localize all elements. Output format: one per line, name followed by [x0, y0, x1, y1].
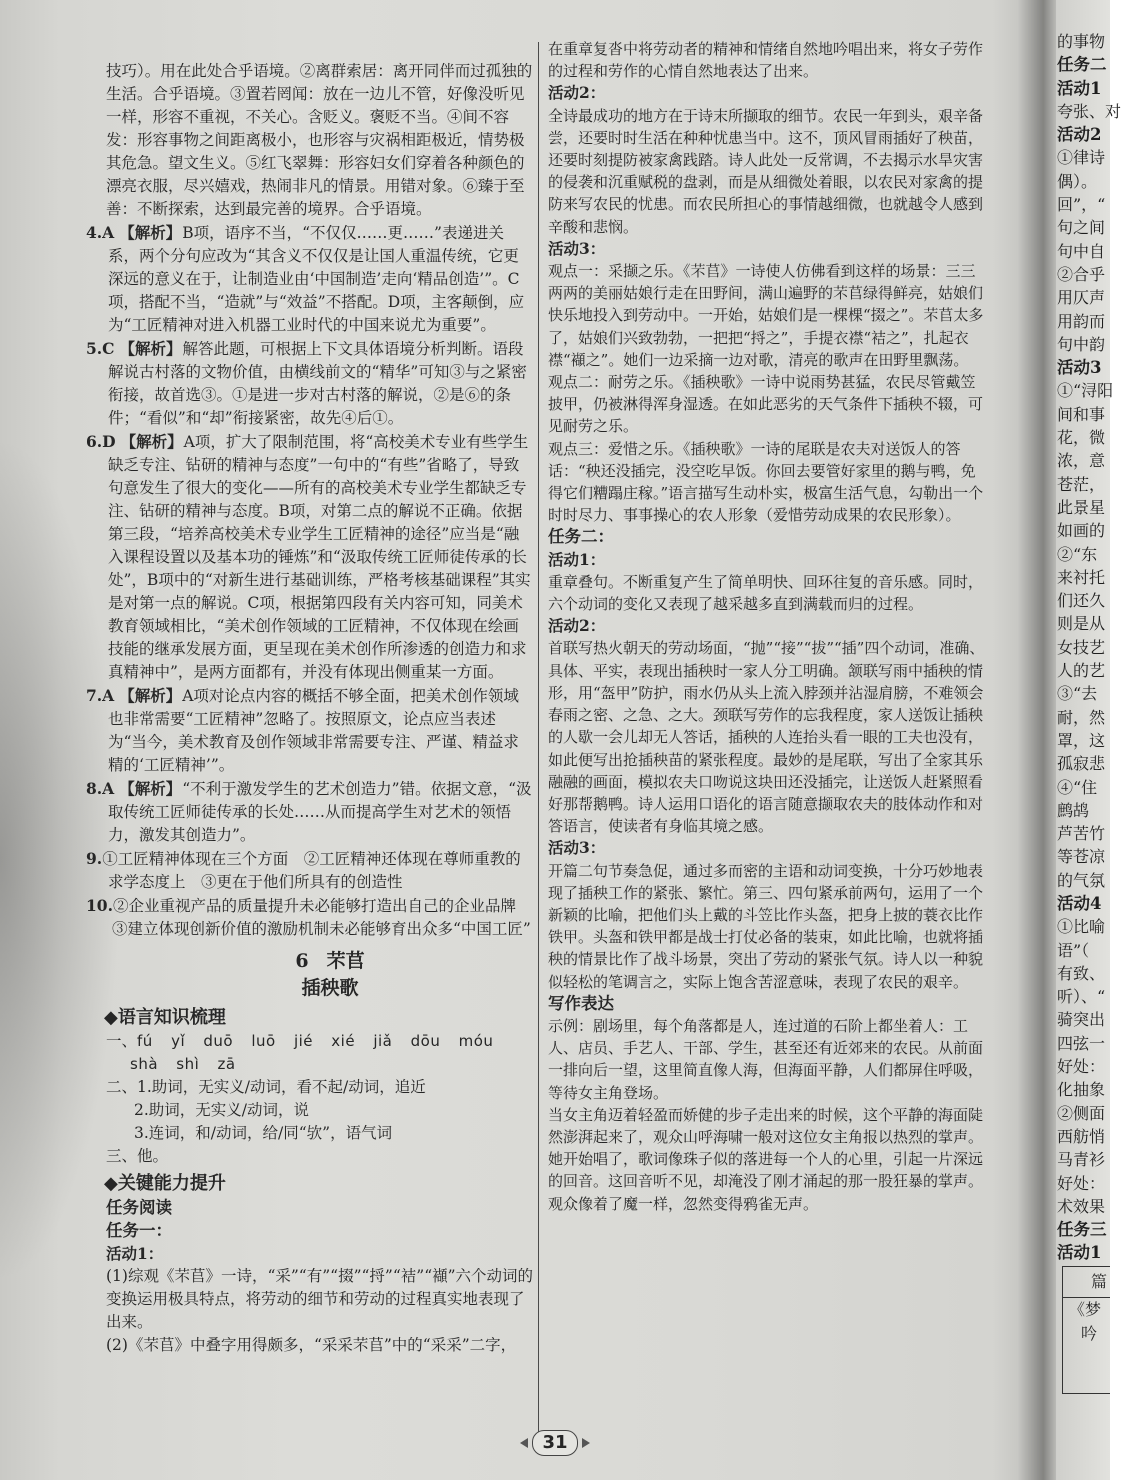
activity-1-answer-2: (2)《芣苢》中叠字用得颇多，“采采芣苢”中的“采采”二字，	[106, 1336, 517, 1354]
edge-fragment: 人的艺	[1057, 661, 1106, 681]
edge-fragment: 罩，这	[1057, 730, 1106, 750]
edge-fragment: ①比喻	[1057, 917, 1106, 937]
edge-fragment: 听）、“	[1057, 987, 1106, 1007]
answer-4	[86, 221, 534, 337]
edge-fragment: 任务三	[1057, 1220, 1107, 1240]
section-header-ability: ◆关键能力提升	[104, 1173, 226, 1194]
edge-fragment: 女技艺	[1057, 637, 1106, 657]
edge-fragment: 用韵而	[1057, 311, 1106, 331]
edge-fragment: ②“东	[1057, 544, 1098, 564]
edge-fragment: 间和事	[1057, 404, 1106, 424]
edge-fragment: 任务二	[1057, 55, 1107, 75]
writing-section-label: 写作表达	[548, 993, 614, 1013]
edge-fragment: 鹧鸪	[1057, 800, 1090, 820]
lesson-title-block	[86, 948, 534, 1002]
activity-2-label: 活动2：	[548, 83, 606, 103]
task-2-activity-3-answer: 开篇二句节奏急促，通过多而密的主语和动词变换，十分巧妙地表现了插秧工作的紧张、繁忙。第三、四句紧承前两句，运用了一个新颖的比喻，把他们头上戴的斗笠比作头盔，把身上披的蓑衣比作铁甲。头盔和铁甲都是战士打仗必备的装束，如此比喻，也就将插秧的情景比作了战斗场景，突出了劳动的紧张气氛。诗人以一种貌似轻松的笔调言之，实际上饱含苦涩意味，表现了农民的艰辛。	[548, 861, 984, 991]
edge-fragment: 语”（	[1057, 940, 1090, 960]
edge-fragment: 的气氛	[1057, 870, 1106, 890]
task-2-activity-1-label: 活动1：	[548, 549, 606, 569]
answer-text: 解答此题，可根据上下文具体语境分析判断。语段解说古村落的文物价值，由横线前文的“精华”可知③与之紧密衔接，故首选③。①是进一步对古村落的解说，②是⑥的条件；“看似”和“却”衔接紧密，故先④后①。	[108, 340, 527, 427]
knowledge-item-3: 三、他。	[106, 1147, 169, 1165]
answer-10	[86, 894, 534, 941]
edge-fragment: 浓，意	[1057, 451, 1106, 471]
answer-number: 8.A	[86, 779, 115, 798]
edge-fragment: 偶）。	[1057, 171, 1098, 191]
edge-fragment: 活动2	[1057, 125, 1102, 145]
book-gutter-shadow	[992, 0, 1056, 1480]
analysis-tag: 【解析】	[119, 686, 182, 705]
edge-fragment: 芦苦竹	[1057, 824, 1106, 844]
page-number-ornament-left	[520, 1438, 528, 1448]
edge-fragment: 回”，“	[1057, 195, 1106, 215]
edge-fragment: 苍茫，	[1057, 474, 1106, 494]
answer-6	[86, 430, 534, 684]
edge-fragment: 好处：	[1057, 1173, 1106, 1193]
answer-text: ②企业重视产品的质量提升未必能够打造出自己的企业品牌 ③建立体现创新价值的激励机制未必能够育出众多“中国工匠”	[112, 897, 532, 938]
answer-text: A项对论点内容的概括不够全面，把美术创作领域也非常需要“工匠精神”忽略了。按照原文，论点应当表述为“当今，美术教育及创作领域非常需要专注、严谨、精益求精的‘工匠精神’”。	[108, 687, 519, 774]
activity-2-answer: 全诗最成功的地方在于诗末所撷取的细节。农民一年到头，艰辛备尝，还要时时生活在种种忧患当中。这不，顶风冒雨插好了秧苗，还要时刻提防被家禽践踏。诗人此处一反常调，不去揭示水旱灾害的侵袭和沉重赋税的盘剥，而是从细微处着眼，以农民对家禽的提防来写农民的忧患。而农民所担心的事情越细微，也就越令人感到辛酸和悲悯。	[548, 106, 984, 236]
lesson-number: 6	[295, 950, 309, 972]
edge-fragment: 句中韵	[1057, 334, 1106, 354]
table-header: 篇	[1063, 1267, 1110, 1298]
page-number: 31	[532, 1430, 577, 1456]
writing-example-1: 示例：剧场里，每个角落都是人，连过道的石阶上都坐着人：工人、店员、手艺人、干部、学生，甚至还有近郊来的农民。从前面一排向后一望，这里简直像人海，但海面平静，人们都屏住呼吸，等待女主角登场。	[548, 1016, 984, 1102]
edge-fragment: 活动4	[1057, 893, 1102, 913]
edge-fragment: 四弦一	[1057, 1033, 1106, 1053]
left-column	[86, 60, 534, 1357]
edge-fragment: ①“浔阳	[1057, 381, 1114, 401]
lesson-title	[126, 948, 534, 975]
task-1-label: 任务一：	[106, 1221, 172, 1240]
edge-fragment: 活动1	[1057, 1243, 1102, 1263]
activity-1-answer-1: (1)综观《芣苢》一诗，“采”“有”“掇”“捋”“袺”“襭”六个动词的变换运用极具特点，将劳动的细节和劳动的过程真实地表现了出来。	[106, 1267, 534, 1331]
item-prefix: 一、	[106, 1032, 138, 1050]
edge-fragment: 用仄声	[1057, 288, 1106, 308]
answer-number: 5.C	[86, 339, 115, 358]
task-2-activity-3-label: 活动3：	[548, 838, 606, 858]
answer-9	[86, 847, 534, 894]
edge-fragment: 如画的	[1057, 521, 1106, 541]
edge-fragment: 们还久	[1057, 591, 1106, 611]
edge-fragment: 来衬托	[1057, 567, 1106, 587]
answer-number: 7.A	[86, 686, 115, 705]
answer-text: ①工匠精神体现在三个方面 ②工匠精神还体现在尊师重教的求学态度上 ③更在于他们所具有的创造性	[102, 850, 521, 891]
viewpoint-1: 观点一：采撷之乐。《芣苢》一诗使人仿佛看到这样的场景：三三两两的美丽姑娘行走在田野间，满山遍野的芣苢绿得鲜亮，姑娘们快乐地投入到劳动中。一开始，姑娘们是一棵棵“掇之”。芣苢太多了，姑娘们兴致勃勃，一把把“捋之”，手提衣襟“袺之”，扎起衣襟“襭之”。她们一边采摘一边对歌，清亮的歌声在田野里飘荡。	[548, 262, 984, 369]
page-number-ornament-right	[582, 1438, 590, 1448]
task-2-activity-1-answer: 重章叠句。不断重复产生了简单明快、回环往复的音乐感。同时，六个动词的变化又表现了越采越多直到满载而归的过程。	[548, 572, 984, 614]
answer-text: A项，扩大了限制范围，将“高校美术专业有些学生缺乏专注、钻研的精神与态度”一句中的“有些”省略了，导致句意发生了很大的变化——所有的高校美术专业学生都缺乏专注、钻研的精神与态度。B项，对第二点的解说不正确。依据第三段，“培养高校美术专业学生工匠精神的途径”应当是“融入课程设置以及基本功的锤炼”和“汲取传统工匠师徒传承的长处”，B项中的“对新生进行基础训练，严格考核基础课程”其实是对第一点的解说。C项，根据第四段有关内容可知，同美术教育领域相比，“美术创作领域的工匠精神，不仅体现在绘画技能的继承发展方面，更呈现在美术创作所渗透的创造力和求真精神中”，是两方面都有，并没有体现出侧重某一方面。	[108, 433, 531, 681]
activity-1-label: 活动1：	[106, 1244, 164, 1263]
viewpoint-3: 观点三：爱惜之乐。《插秧歌》一诗的尾联是农夫对送饭人的答话：“秧还没插完，没空吃早饭。你回去要管好家里的鹅与鸭，免得它们糟蹋庄稼。”语言描写生动朴实，极富生活气息，勾勒出一个时时尽力、事事操心的农人形象（爱惜劳动成果的农民形象）。	[548, 439, 984, 525]
right-column	[548, 38, 988, 1215]
facing-page-column	[1057, 30, 1121, 1265]
edge-fragment: ①律诗	[1057, 148, 1106, 168]
edge-fragment: ④“住	[1057, 777, 1098, 797]
activity-1-answer-2-cont: 在重章复沓中将劳动者的精神和情绪自然地吟唱出来，将女子劳作的过程和劳作的心情自然地表达了出来。	[548, 40, 984, 81]
activity-3-label: 活动3：	[548, 238, 606, 258]
edge-fragment: 骑突出	[1057, 1010, 1106, 1030]
viewpoint-2: 观点二：耐劳之乐。《插秧歌》一诗中说雨势甚猛，农民尽管戴笠披甲，仍被淋得浑身湿透。在如此恶劣的天气条件下插秧不辍，可见耐劳之乐。	[548, 373, 984, 436]
page-number-block	[500, 1428, 610, 1458]
intro-paragraph: 技巧）。用在此处合乎语境。②离群索居：离开同伴而过孤独的生活。合乎语境。③置若罔闻：放在一边儿不管，好像没听见一样，形容不重视，不关心。含贬义。褒贬不当。④间不容发：形容事物之间距离极小，也形容与灾祸相距极近，情势极其危急。望文生义。⑤红飞翠舞：形容妇女们穿着各种颜色的漂亮衣服，尽兴嬉戏，热闹非凡的情景。用错对象。⑥臻于至善：不断探索，达到最完善的境界。合乎语境。	[106, 62, 533, 218]
task-2-label: 任务二：	[548, 527, 614, 547]
answer-text: “不利于激发学生的艺术创造力”错。依据文意，“汲取传统工匠师徒传承的长处……从而提高学生对艺术的领悟力，激发其创造力”。	[108, 780, 532, 844]
answer-number: 10.	[86, 896, 113, 915]
answer-number: 6.D	[86, 432, 116, 451]
edge-fragment: 的事物	[1057, 32, 1106, 51]
edge-fragment: 句之间	[1057, 218, 1106, 238]
edge-fragment: 孤寂悲	[1057, 754, 1106, 774]
table-row: 《梦	[1069, 1300, 1102, 1319]
answer-text: B项，语序不当，“不仅仅……更……”表递进关系，两个分句应改为“其含义不仅仅是让国人重温传统，它更深远的意义在于，让制造业由‘中国制造’走向‘精品创造’”。C项，搭配不当，“造就”与“效益”不搭配。D项，主客颠倒，应为“工匠精神对进入机器工业时代的中国来说尤为重要”。	[108, 224, 525, 334]
answer-7	[86, 684, 534, 777]
edge-fragment: 耐，然	[1057, 707, 1106, 727]
edge-fragment: 化抽象	[1057, 1080, 1106, 1100]
edge-fragment: 活动1	[1057, 78, 1102, 98]
task-2-activity-2-label: 活动2：	[548, 616, 606, 636]
facing-page-table	[1062, 1266, 1110, 1394]
edge-fragment: 好处：	[1057, 1057, 1106, 1077]
edge-fragment: 等苍凉	[1057, 847, 1106, 867]
pinyin-answers: fú yǐ duō luō jié xié jiǎ dōu móu shà shì zā	[130, 1032, 494, 1073]
edge-fragment: 此景星	[1057, 497, 1106, 517]
lesson-title-2: 插秧歌	[301, 977, 359, 999]
edge-fragment: ②侧面	[1057, 1103, 1106, 1123]
lesson-title-1: 芣苢	[326, 950, 365, 972]
answer-number: 4.A	[86, 223, 115, 242]
edge-fragment: ②合乎	[1057, 264, 1106, 284]
analysis-tag: 【解析】	[119, 223, 182, 242]
writing-example-3: 她开始唱了，歌词像珠子似的落进每一个人的心里，引起一片深远的回音。这回音听不见，却淹没了刚才涌起的那一股狂暴的掌声。观众像着了魔一样，忽然变得鸦雀无声。	[548, 1150, 984, 1213]
writing-example-2: 当女主角迈着轻盈而娇健的步子走出来的时候，这个平静的海面陡然澎湃起来了，观众山呼海啸一般对这位女主角报以热烈的掌声。	[548, 1105, 984, 1146]
task-2-activity-2-answer: 首联写热火朝天的劳动场面，“抛”“接”“拔”“插”四个动词，准确、具体、平实，表现出插秧时一家人分工明确。颔联写雨中插秧的情形，用“盔甲”防护，雨水仍从头上流入脖颈并沾湿肩膀，不难领会春雨之密、之急、之大。颈联写劳作的忘我程度，家人送饭让插秧的人歇一会儿却无人答话，插秧的人连抬头看一眼的工夫也没有，如此便写出抢插秧苗的紧张程度。最妙的是尾联，写出了全家其乐融融的画面，模拟农夫口吻说这块田还没插完，让送饭人赶紧照看好那帮鹅鸭。诗人运用口语化的语言随意撷取农夫的肢体动作和对答语言，使读者有身临其境之感。	[548, 639, 985, 836]
edge-fragment: 有致、	[1057, 963, 1106, 983]
analysis-tag: 【解析】	[119, 779, 182, 798]
answer-8	[86, 777, 534, 847]
edge-fragment: ③“去	[1057, 684, 1098, 704]
task-reading-label: 任务阅读	[106, 1198, 172, 1217]
analysis-tag: 【解析】	[119, 339, 182, 358]
edge-fragment: 西舫悄	[1057, 1126, 1106, 1146]
edge-fragment: 花，微	[1057, 428, 1106, 448]
edge-fragment: 句中自	[1057, 241, 1106, 261]
knowledge-item-2-2: 2.助词，无实义/动词，说	[134, 1101, 310, 1119]
edge-fragment: 术效果	[1057, 1196, 1106, 1216]
knowledge-item-2-1: 二、1.助词，无实义/动词，看不起/动词，追近	[106, 1078, 426, 1096]
table-row: 吟	[1081, 1324, 1098, 1343]
answer-5	[86, 337, 534, 430]
answer-number: 9.	[86, 849, 103, 868]
edge-fragment: 则是从	[1057, 614, 1106, 634]
edge-fragment: 活动3	[1057, 358, 1102, 378]
knowledge-item-1	[86, 1030, 534, 1076]
knowledge-item-2-3: 3.连词，和/动词，给/同“欤”，语气词	[134, 1124, 393, 1142]
analysis-tag: 【解析】	[120, 432, 183, 451]
column-divider	[538, 42, 539, 1434]
section-header-knowledge: ◆语言知识梳理	[104, 1007, 226, 1028]
edge-fragment: 马青衫	[1057, 1150, 1106, 1170]
edge-fragment: 夸张、对	[1057, 101, 1121, 121]
